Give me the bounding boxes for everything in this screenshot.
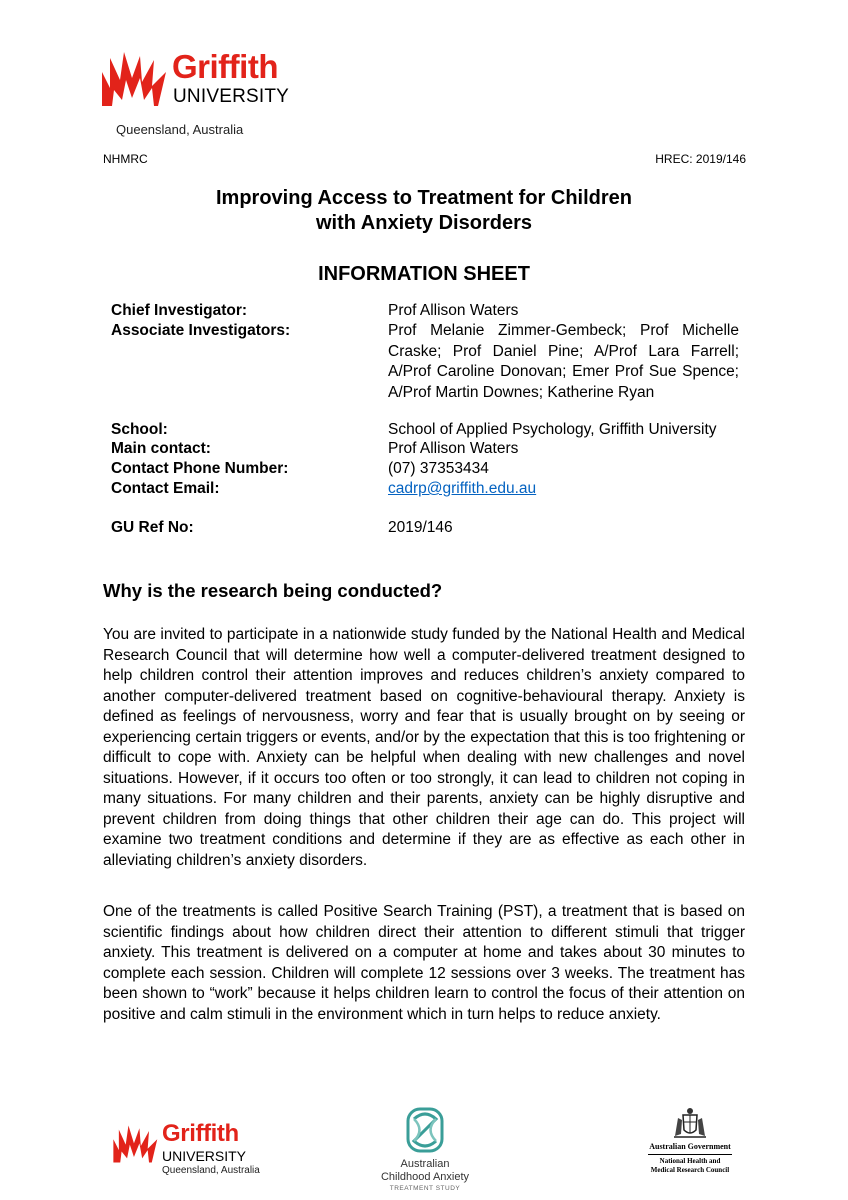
griffith-logo	[100, 46, 315, 146]
paragraph-1: You are invited to participate in a nationwide study funded by the National Health and Medical Research Council that will determine how well a computer-delivered treatment designed to help children control their attention improves and reduces children’s anxiety compared to another computer-delivered treatment based on cognitive-behavioural therapy. Anxiety is defined as feelings of nervousness, worry and fear that is usually brought on by seeing or experiencing certain triggers or events, and/or by the expectation that this is too frightening or difficult to cope with. Anxiety can be helpful when dealing with new challenges and novel situations. However, if it occurs too often or too strongly, it can lead to children not coping in many situations. For many children and their parents, anxiety can be highly disruptive and prevent children from doing things that other children their age can do. This project will examine two treatment conditions and determine if they are as effective as each other in alleviating children’s anxiety disorders.	[103, 626, 745, 869]
school-value: School of Applied Psychology, Griffith University	[388, 421, 717, 438]
phone-label: Contact Phone Number:	[111, 460, 289, 477]
email-value	[388, 479, 739, 500]
logo-word-griffith: Griffith	[172, 48, 278, 85]
griffith-flame-icon	[100, 50, 170, 108]
chief-investigator-value: Prof Allison Waters	[388, 302, 519, 319]
document-title	[0, 186, 848, 236]
main-contact-value: Prof Allison Waters	[388, 440, 519, 457]
sheet-title: INFORMATION SHEET	[318, 263, 530, 285]
logo-word-university: UNIVERSITY	[173, 86, 290, 107]
gu-ref-value: 2019/146	[388, 519, 453, 536]
associate-investigators-value: Prof Melanie Zimmer-Gembeck; Prof Michelle Craske; Prof Daniel Pine; A/Prof Lara Farrell; A/Prof Caroline Donovan; Emer Prof Sue Spence; A/Prof Martin Downes; Katherine Ryan	[388, 322, 739, 401]
nhmrc-logo	[640, 1106, 740, 1178]
section-heading: Why is the research being conducted?	[103, 580, 443, 601]
school-label: School:	[111, 421, 168, 438]
email-label: Contact Email:	[111, 480, 220, 497]
paragraph-2: One of the treatments is called Positive Search Training (PST), a treatment that is based on scientific findings about how children direct their attention to different stimuli that trigger anxiety. This treatment is delivered on a computer at home and takes about 30 minutes to complete each session. Children will complete 12 sessions over 3 weeks. The treatment has been shown to “work” because it helps children learn to control the focus of their attention on positive and calm stimuli in the environment which in turn helps to reduce anxiety.	[103, 903, 745, 1023]
knot-emblem-icon	[402, 1105, 448, 1155]
document-title-line-2: with Anxiety Disorders	[316, 212, 532, 234]
gu-ref-label: GU Ref No:	[111, 519, 194, 536]
nhmrc-line-2: Medical Research Council	[650, 1166, 730, 1174]
logo-tagline: Queensland, Australia	[116, 122, 244, 137]
associate-investigators-label: Associate Investigators:	[111, 322, 291, 339]
main-contact-label: Main contact:	[111, 440, 211, 457]
chief-investigator-label: Chief Investigator:	[111, 302, 248, 319]
nhmrc-divider	[648, 1154, 732, 1155]
funding-code: NHMRC	[103, 152, 148, 166]
document-title-line-1: Improving Access to Treatment for Children	[215, 187, 632, 209]
footer-logo-tagline: Queensland, Australia	[162, 1165, 260, 1176]
anxiety-study-line-3: TREATMENT STUDY	[389, 1185, 461, 1192]
griffith-flame-icon	[112, 1124, 160, 1164]
email-link[interactable]: cadrp@griffith.edu.au	[388, 480, 537, 497]
footer-logo-word-griffith: Griffith	[162, 1120, 239, 1147]
phone-value: (07) 37353434	[388, 460, 489, 477]
anxiety-study-line-1: Australian	[400, 1158, 450, 1170]
footer-logo-word-university: UNIVERSITY	[162, 1148, 247, 1164]
anxiety-study-line-2: Childhood Anxiety	[380, 1171, 470, 1183]
hrec-code: HREC: 2019/146	[655, 152, 746, 166]
anxiety-study-logo	[360, 1105, 490, 1193]
nhmrc-line-1: National Health and	[659, 1157, 721, 1165]
coat-of-arms-icon	[672, 1106, 708, 1140]
nhmrc-government-text: Australian Government	[649, 1142, 731, 1151]
footer-griffith-logo	[112, 1120, 262, 1178]
